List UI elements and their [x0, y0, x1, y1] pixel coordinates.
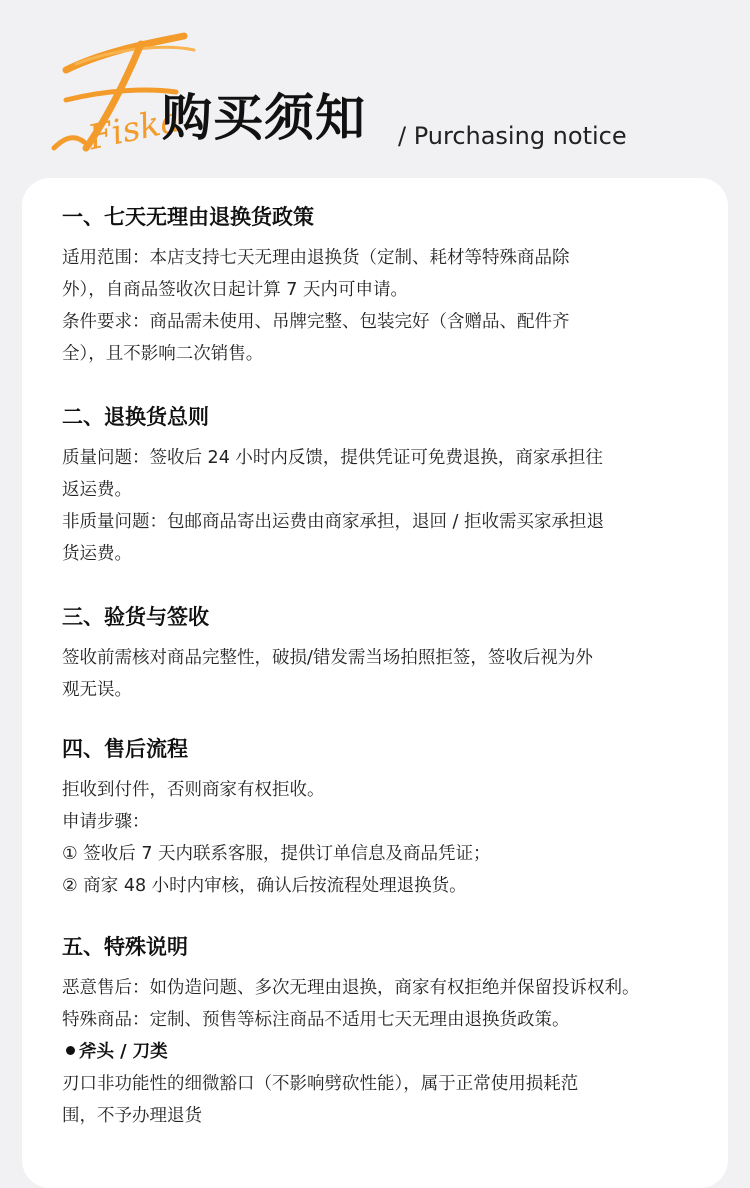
- page-subtitle: / Purchasing notice: [398, 122, 627, 150]
- paragraph-line: 围，不予办理退货: [62, 1106, 202, 1126]
- paragraph-line: 非质量问题：包邮商品寄出运费由商家承担，退回 / 拒收需买家承担退: [62, 512, 605, 532]
- paragraph-line: 恶意售后：如伪造问题、多次无理由退换，商家有权拒绝并保留投诉权利。: [62, 978, 640, 998]
- paragraph-line: 拒收到付件，否则商家有权拒收。: [62, 780, 325, 800]
- bullet-label: 斧头 / 刀类: [79, 1042, 168, 1062]
- paragraph-line: 申请步骤：: [62, 812, 150, 832]
- paragraph-line: 质量问题：签收后 24 小时内反馈，提供凭证可免费退换，商家承担往: [62, 448, 603, 468]
- paragraph-line: 适用范围：本店支持七天无理由退换货（定制、耗材等特殊商品除: [62, 248, 570, 268]
- section-general-rules: [62, 402, 702, 570]
- section-heading: 五、特殊说明: [62, 935, 188, 959]
- header: [0, 0, 750, 178]
- paragraph-line: 签收前需核对商品完整性，破损/错发需当场拍照拒签，签收后视为外: [62, 648, 593, 668]
- section-return-policy: [62, 202, 702, 370]
- section-heading: 三、验货与签收: [62, 605, 209, 629]
- paragraph-line: 观无误。: [62, 680, 132, 700]
- paragraph-line: 特殊商品：定制、预售等标注商品不适用七天无理由退换货政策。: [62, 1010, 570, 1030]
- paragraph-line: ① 签收后 7 天内联系客服，提供订单信息及商品凭证；: [62, 844, 491, 864]
- bullet-dot-icon: [66, 1046, 75, 1055]
- section-heading: 二、退换货总则: [62, 405, 209, 429]
- notice-card: [22, 178, 728, 1188]
- section-inspection: [62, 602, 702, 706]
- page-title: 购买须知: [162, 89, 366, 147]
- section-heading: 一、七天无理由退换货政策: [62, 205, 314, 229]
- paragraph-line: 货运费。: [62, 544, 132, 564]
- section-special-notes: [62, 932, 702, 1132]
- section-after-sales: [62, 734, 702, 902]
- paragraph-line: 刃口非功能性的细微豁口（不影响劈砍性能），属于正常使用损耗范: [62, 1074, 579, 1094]
- brand-logo-text: Fiska: [84, 99, 184, 159]
- paragraph-line: 返运费。: [62, 480, 132, 500]
- bullet-heading: [62, 1036, 702, 1068]
- section-heading: 四、售后流程: [62, 737, 188, 761]
- paragraph-line: 外），自商品签收次日起计算 7 天内可申请。: [62, 280, 409, 300]
- paragraph-line: 条件要求：商品需未使用、吊牌完整、包装完好（含赠品、配件齐: [62, 312, 570, 332]
- paragraph-line: ② 商家 48 小时内审核，确认后按流程处理退换货。: [62, 876, 467, 896]
- paragraph-line: 全），且不影响二次销售。: [62, 344, 264, 364]
